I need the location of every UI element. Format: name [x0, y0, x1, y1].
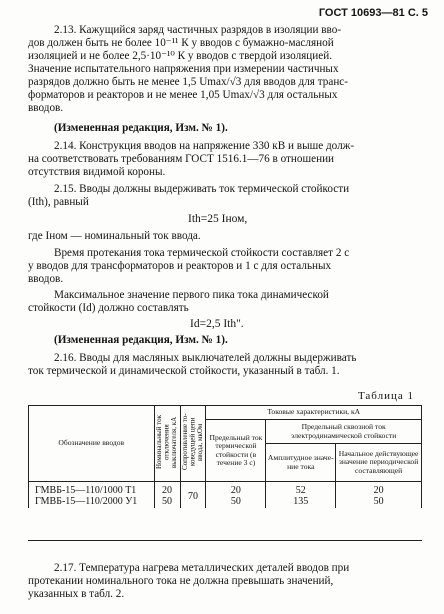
- header-cell-name: Обозначение вводов: [29, 406, 155, 482]
- header-cell-amplitude: Амплитудное значение тока: [266, 444, 336, 482]
- amendment-note: (Измененная редакция, Изм. № 1).: [54, 334, 228, 346]
- page-header: ГОСТ 10693—81 С. 5: [318, 7, 428, 19]
- text-line: ток термической и динамической стойкости, указанный в табл. 1.: [28, 365, 340, 377]
- text-line: форматоров и реакторов и не менее 1,05 Umax/√3 для остальных: [28, 89, 338, 101]
- row-name: ГМВБ-15—110/1000 Т1: [35, 485, 137, 496]
- text-line: разрядов должно быть не менее 1,5 Umax/√3 для вводов для транс-: [28, 76, 349, 88]
- header-cell-nominal: Номинальный ток отключения выключателя, кА: [154, 406, 180, 482]
- text-line: протекании номинального тока не должна превышать значений,: [28, 575, 334, 587]
- text-line: где Iном — номинальный ток ввода.: [28, 230, 201, 242]
- row-initial: 20: [373, 485, 384, 496]
- header-cell-dynamic-group: Предельный сквозной ток электродинамической стойкости: [266, 420, 422, 444]
- row-nominal: 20: [162, 485, 172, 496]
- table-caption: Таблица 1: [357, 390, 414, 402]
- formula-thermal-current: Ith=25 Iном,: [188, 213, 248, 225]
- text-line: изоляцией и не более 2,5·10⁻¹⁰ К у вводов с твердой изоляцией.: [28, 50, 333, 62]
- row-thermal: 20: [230, 485, 241, 496]
- header-cell-thermal: Предельный ток термической стойкости (в течение 3 с): [206, 420, 266, 482]
- text-line: Максимальное значение первого пика тока динамической: [54, 289, 329, 301]
- current-characteristics-table: [28, 405, 422, 508]
- table-bottom-rule: [28, 540, 422, 541]
- formula-dynamic-current: Id=2,5 Ith".: [190, 318, 244, 330]
- paragraph-2-13: [28, 24, 424, 37]
- table-row: [29, 482, 422, 509]
- row-thermal: 50: [230, 496, 241, 507]
- text-line: вводов.: [28, 102, 64, 114]
- text-line: стойкости (Id) должно составлять: [28, 302, 189, 314]
- text-line: Время протекания тока термической стойкости составляет 2 с: [54, 247, 350, 259]
- text-line: Значение испытательного напряжения при измерении частичных: [28, 63, 339, 75]
- row-initial: 50: [373, 496, 384, 507]
- text-line: 2.15. Вводы должны выдерживать ток термической стойкости: [54, 183, 350, 195]
- header-cell-resistance: Сопротивление токоведущей цепи ввода, мкОм: [180, 406, 206, 482]
- row-amplitude: 135: [293, 496, 309, 507]
- text-line: отсутствия видимой короны.: [28, 166, 166, 178]
- header-cell-initial: Начальное действующее значение периодической составляющей: [336, 444, 422, 482]
- text-line: у вводов для трансформаторов и реакторов и 1 с для остальных: [28, 260, 332, 272]
- text-line: дов должен быть не более 10⁻¹¹ К у вводов с бумажно-масляной: [28, 37, 334, 49]
- text-line: указанных в табл. 2.: [28, 588, 125, 600]
- text-line: на соответствовать требованиям ГОСТ 1516.1—76 в отношении: [28, 153, 335, 165]
- text-line: вводов.: [28, 273, 64, 285]
- header-cell-current-group: Токовые характеристики, кА: [206, 406, 422, 420]
- row-name: ГМВБ-15—110/2000 У1: [35, 496, 138, 507]
- amendment-note: (Измененная редакция, Изм. № 1).: [54, 122, 228, 134]
- text-line: 2.17. Температура нагрева металлических деталей вводов при: [54, 562, 350, 574]
- text-line: 2.14. Конструкция вводов на напряжение 330 кВ и выше долж-: [54, 140, 355, 152]
- row-resistance: 70: [180, 482, 206, 509]
- text-line: (Ith), равный: [28, 196, 89, 208]
- text-line: 2.13. Кажущийся заряд частичных разрядов в изоляции вво-: [54, 24, 342, 36]
- row-nominal: 50: [162, 496, 172, 507]
- row-amplitude: 52: [295, 485, 306, 496]
- text-line: 2.16. Вводы для масляных выключателей должны выдерживать: [54, 352, 357, 364]
